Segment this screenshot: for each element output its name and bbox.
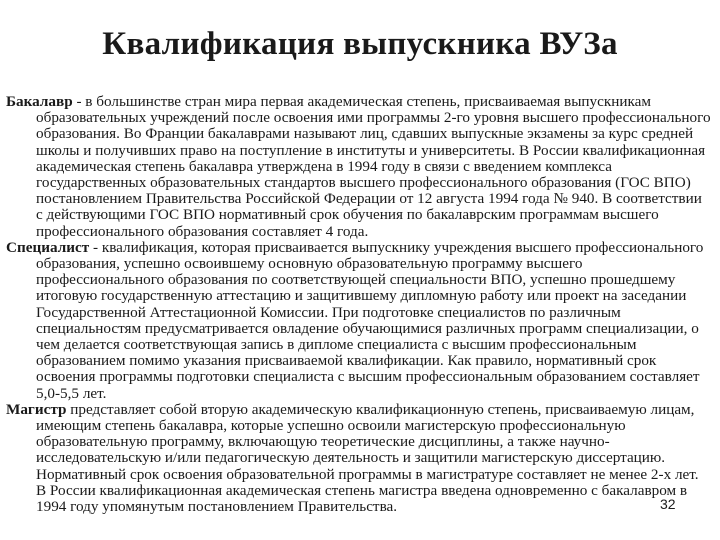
definition-master: представляет собой вторую академическую квалификационную степень, присваиваемую лицам, имеющим степень бакалавра, которые успешно освоили магистерскую профессиональную образовательную программу, включающую теоретические дисциплины, а также научно-исследовательскую и/или педагогическую деятельность и защитили магистерскую диссертацию. Нормативный срок освоения образовательной программы в магистратуре составляет не менее 2-х лет. В России квалификационная академическая степень магистра введена одновременно с бакалавром в 1994 году упомянутым постановлением Правительства. — [36, 400, 699, 516]
paragraph-specialist — [6, 240, 712, 402]
definition-specialist: - квалификация, которая присваивается выпускнику учреждения высшего профессионального образования, успешно освоившему основную образовательную программу высшего профессионального образования по соответствующей специальности ВПО, успешно прошедшему итоговую государственную аттестацию и защитившему дипломную работу или проект на заседании Государственной Аттестационной Комиссии. При подготовке специалистов по различным специальностям предусматривается овладение обучающимися различных программ специализации, о чем делается соответствующая запись в дипломе специалиста с высшим профессиональным образованием помимо указания присваиваемой квалификации. Как правило, нормативный срок освоения программы подготовки специалиста с высшим профессиональным образованием составляет 5,0-5,5 лет. — [36, 238, 704, 402]
page-number: 32 — [660, 496, 676, 512]
paragraph-bachelor — [6, 94, 712, 240]
term-master: Магистр — [6, 400, 67, 418]
term-bachelor: Бакалавр — [6, 93, 73, 110]
paragraph-master — [6, 402, 712, 515]
definition-bachelor: - в большинстве стран мира первая академическая степень, присваиваемая выпускникам образовательных учреждений после освоения ими программы 2-го уровня высшего профессионального образования. Во Франции бакалаврами называют лиц, сдавших выпускные экзамены за курс средней школы и получивших право на поступление в институты и университеты. В России квалификационная академическая степень бакалавра утверждена в 1994 году в связи с введением комплекса государственных образовательных стандартов высшего профессионального образования (ГОС ВПО) постановлением Правительства Российской Федерации от 12 августа 1994 года № 940. В соответствии с действующими ГОС ВПО нормативный срок обучения по бакалаврским программам высшего профессионального образования составляет 4 года. — [36, 93, 711, 240]
slide-title: Квалификация выпускника ВУЗа — [102, 26, 618, 62]
slide-body — [6, 94, 712, 515]
term-specialist: Специалист — [6, 238, 90, 256]
